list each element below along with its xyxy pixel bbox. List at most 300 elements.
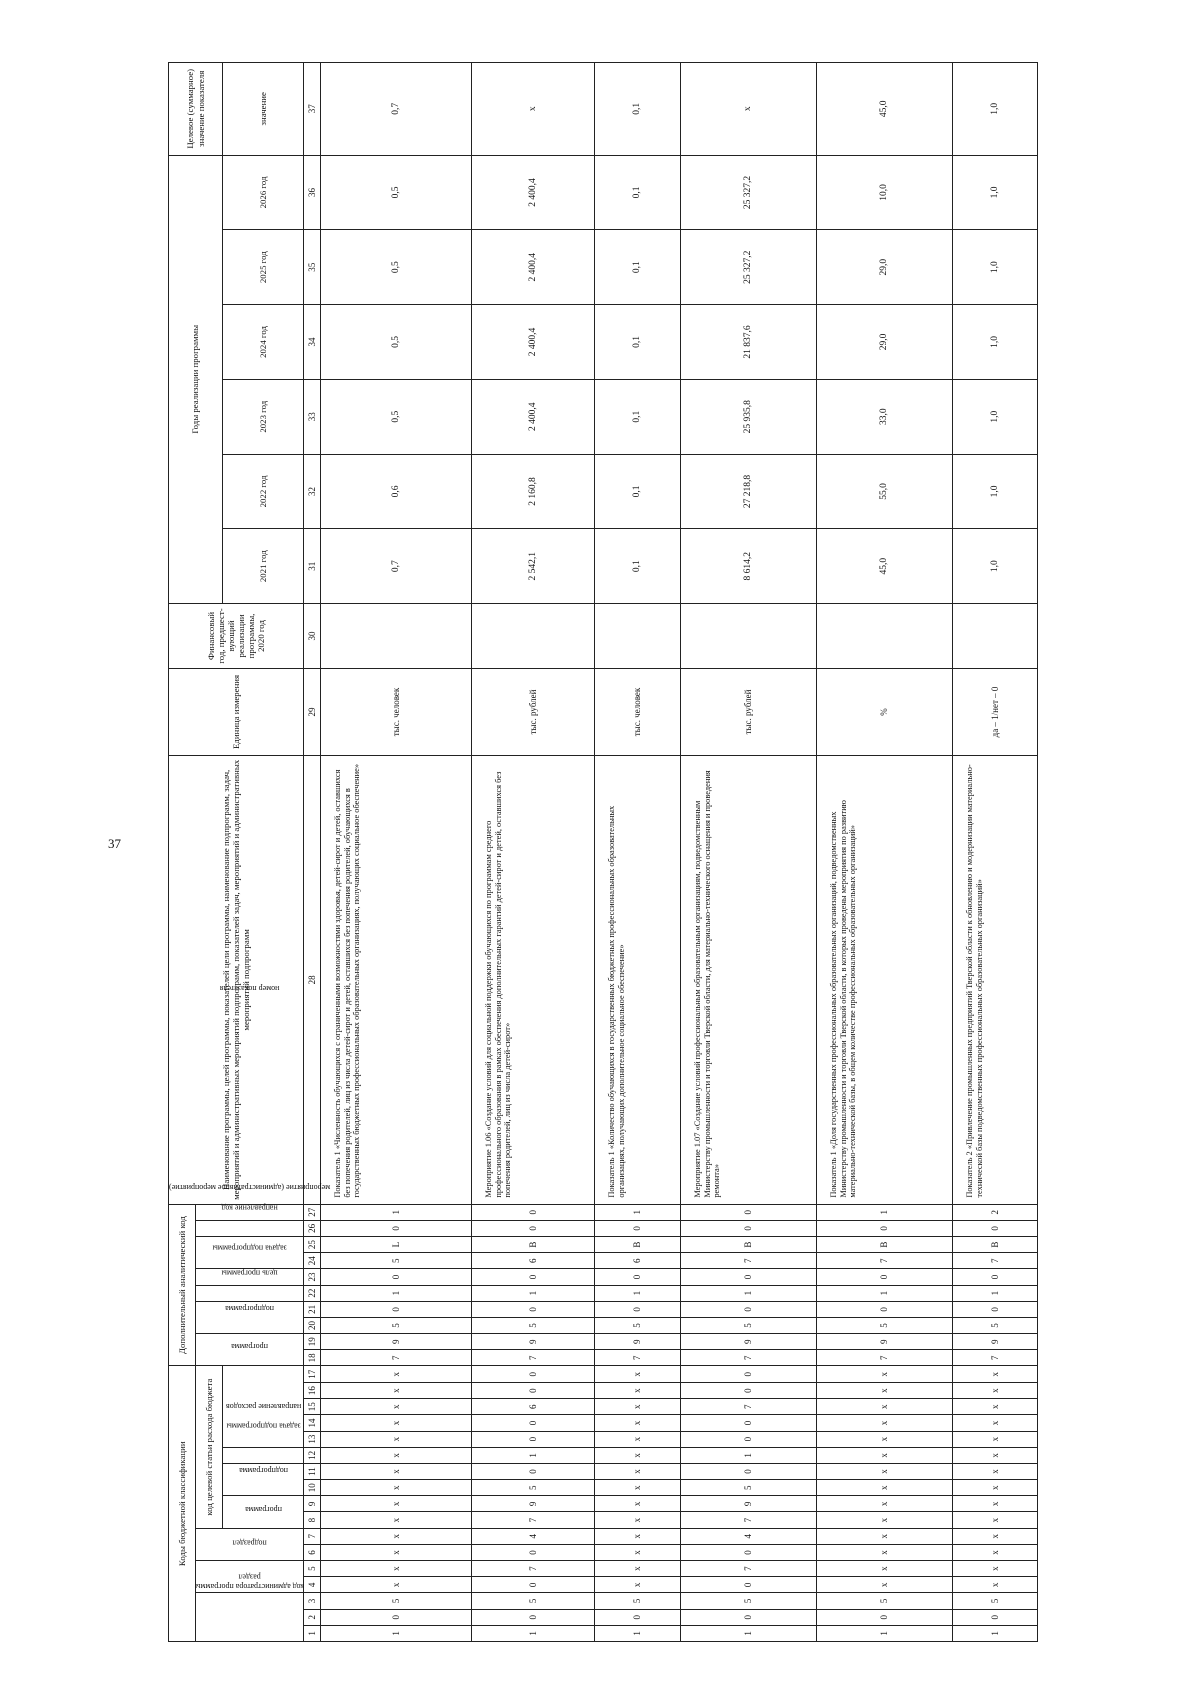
code-cell: 7 [681,1253,817,1269]
code-cell: 0 [321,1220,472,1236]
d-tsel-header-text: цель программы [221,1268,279,1278]
code-cell: 5 [681,1317,817,1333]
code-cell: x [953,1496,1038,1512]
d-napravl-header-text: направление код [221,1203,279,1213]
program-indicators-table [168,62,1038,1642]
code-cell: 7 [472,1512,595,1528]
row-fin-year [472,604,595,669]
podrazdel-header-text: подраздел [232,1538,268,1548]
year-value: 33,0 [817,379,953,454]
year-header-1: 2021 год [223,529,304,604]
row-name: Показатель 1 «Численность обучающихся с ограниченными возможностями здоровья, детей-сирот и детей, оставшихся без попечения родителей, лиц из числа детей-сирот и детей, оставшихся без попечения родителей, обучающихся в государственных бюджетных профессиональных образовательных организациях, получающих социальное обеспечение» [321,756,472,1205]
programma-header [223,1496,304,1528]
code-cell: x [321,1512,472,1528]
column-number: 34 [304,305,321,380]
year-value: 1,0 [953,230,1038,305]
code-cell: 5 [321,1253,472,1269]
table-row [953,63,1038,1642]
code-cell: x [595,1399,681,1415]
code-cell: x [817,1399,953,1415]
column-number: 3 [304,1593,321,1609]
year-value: 0,5 [321,305,472,380]
code-cell: В [681,1237,817,1253]
code-cell: 5 [817,1593,953,1609]
code-cell: 0 [681,1544,817,1560]
code-cell: 1 [595,1285,681,1301]
row-target: 45,0 [817,63,953,156]
code-cell: x [817,1463,953,1479]
year-value: 1,0 [953,379,1038,454]
column-number: 18 [304,1350,321,1366]
code-cell: 0 [472,1415,595,1431]
code-cell: 0 [681,1415,817,1431]
admin-code-header [195,1582,305,1642]
code-cell: x [321,1496,472,1512]
code-cell: 7 [953,1350,1038,1366]
column-number: 25 [304,1237,321,1253]
code-cell: 9 [681,1496,817,1512]
year-value: 2 400,4 [472,155,595,230]
code-cell: 0 [321,1609,472,1625]
code-cell: x [321,1577,472,1593]
code-cell: 0 [681,1301,817,1317]
code-cell: x [595,1431,681,1447]
code-cell: 5 [953,1317,1038,1333]
code-cell: 4 [681,1528,817,1544]
code-cell: 0 [681,1609,817,1625]
row-fin-year [321,604,472,669]
year-value: 2 160,8 [472,454,595,529]
code-cell: 7 [953,1253,1038,1269]
code-cell: 1 [953,1625,1038,1641]
target-sub-header: значение [223,63,304,156]
code-cell: В [817,1237,953,1253]
code-cell: 0 [321,1301,472,1317]
code-cell: 7 [472,1561,595,1577]
code-cell: x [817,1447,953,1463]
year-value: 8 614,2 [681,529,817,604]
code-cell: В [953,1237,1038,1253]
code-cell: 0 [472,1383,595,1399]
year-value: 29,0 [817,305,953,380]
row-unit: % [817,668,953,755]
code-cell: x [817,1431,953,1447]
code-cell: В [472,1237,595,1253]
code-cell: 0 [321,1269,472,1285]
code-cell: 0 [817,1220,953,1236]
code-cell: 9 [472,1334,595,1350]
code-cell: x [321,1399,472,1415]
code-cell: 0 [953,1220,1038,1236]
year-value: 25 327,2 [681,155,817,230]
dop-code-group-header: Дополнительный аналитический код [169,1204,196,1366]
programma-header-text: программа [245,1504,282,1514]
code-cell: 7 [681,1512,817,1528]
napravlenie-rashodov-header [223,1366,304,1447]
column-number: 7 [304,1528,321,1544]
code-cell: x [817,1528,953,1544]
code-cell: 1 [321,1625,472,1641]
row-unit: тыс. рублей [681,668,817,755]
podrazdel-header [196,1528,304,1560]
code-cell: 0 [681,1463,817,1479]
d-meropr-header-text: мероприятие (административное мероприятие) [169,1183,331,1193]
code-cell: x [953,1399,1038,1415]
year-value: 21 837,6 [681,305,817,380]
year-value: 29,0 [817,230,953,305]
year-value: 1,0 [953,529,1038,604]
year-value: 0,5 [321,379,472,454]
code-cell: 0 [472,1366,595,1383]
code-cell: 0 [681,1204,817,1220]
year-value: 1,0 [953,454,1038,529]
column-number: 32 [304,454,321,529]
d-tsel-header [196,1268,304,1301]
code-cell: x [321,1431,472,1447]
year-header-5: 2025 год [223,230,304,305]
row-fin-year [595,604,681,669]
code-cell: 0 [595,1301,681,1317]
year-value: 45,0 [817,529,953,604]
d-programma-header [196,1334,304,1366]
row-fin-year [817,604,953,669]
code-cell: 0 [472,1609,595,1625]
column-number: 19 [304,1334,321,1350]
code-cell: x [321,1447,472,1463]
code-cell: 1 [681,1625,817,1641]
column-number: 9 [304,1496,321,1512]
code-cell: 9 [953,1334,1038,1350]
code-cell: 5 [595,1593,681,1609]
code-cell: x [953,1431,1038,1447]
code-cell: 7 [681,1399,817,1415]
code-cell: 0 [595,1220,681,1236]
code-cell: x [321,1415,472,1431]
column-number: 15 [304,1399,321,1415]
code-cell: x [817,1415,953,1431]
code-cell: 0 [472,1577,595,1593]
year-value: 0,1 [595,155,681,230]
row-target: 1,0 [953,63,1038,156]
year-value: 0,5 [321,155,472,230]
code-cell: L [321,1237,472,1253]
code-cell: x [953,1561,1038,1577]
column-number: 21 [304,1301,321,1317]
fin-year-header: Финансовый год, предшест-вующий реализации программы, 2020 год [169,604,304,669]
table-row [681,63,817,1642]
code-cell: 0 [472,1463,595,1479]
year-value: 25 327,2 [681,230,817,305]
code-cell: 7 [321,1350,472,1366]
code-cell: 1 [321,1204,472,1220]
column-number: 22 [304,1285,321,1301]
column-number: 17 [304,1366,321,1383]
header-row-1 [169,63,196,1642]
code-cell: x [953,1383,1038,1399]
code-cell: 7 [595,1350,681,1366]
code-cell: 2 [953,1204,1038,1220]
code-cell: 7 [472,1350,595,1366]
column-number: 24 [304,1253,321,1269]
column-number: 16 [304,1383,321,1399]
code-cell: x [595,1512,681,1528]
zadacha-podprogrammy-header-text: задача подпрограммы [226,1421,301,1431]
code-cell: x [817,1480,953,1496]
table-row [595,63,681,1642]
row-fin-year [681,604,817,669]
code-cell: x [817,1544,953,1560]
d-napravl-header [196,1203,304,1236]
row-name: Мероприятие 1.06 «Создание условий для социальной поддержки обучающихся по программам среднего профессионального образования в рамках обеспечения дополнительных гарантий детей-сирот и детей, оставшихся без попечения родителей, лиц из числа детей-сирот» [472,756,595,1205]
code-cell: 0 [681,1220,817,1236]
code-cell: x [817,1366,953,1383]
code-cell: 7 [817,1350,953,1366]
code-cell: В [595,1237,681,1253]
column-number: 10 [304,1480,321,1496]
code-cell: x [953,1544,1038,1560]
code-cell: x [595,1561,681,1577]
column-number: 6 [304,1544,321,1560]
year-header-2: 2022 год [223,454,304,529]
year-value: 0,6 [321,454,472,529]
column-number: 4 [304,1577,321,1593]
code-cell: x [817,1496,953,1512]
code-cell: 9 [817,1334,953,1350]
column-numbers-row [304,63,321,1642]
column-number: 1 [304,1625,321,1641]
year-header-6: 2026 год [223,155,304,230]
code-cell: 0 [681,1366,817,1383]
d-zadacha-header-text: задача подпрограммы [212,1242,288,1252]
code-cell: 9 [595,1334,681,1350]
podprogramma-header-text: подпрограмма [239,1466,288,1476]
column-number: 14 [304,1415,321,1431]
row-unit: да – 1/нет – 0 [953,668,1038,755]
year-value: 0,1 [595,454,681,529]
unit-header: Единица измерения [169,668,304,755]
code-cell: 5 [681,1480,817,1496]
razdel-header-text: раздел [238,1572,262,1582]
code-cell: 0 [472,1220,595,1236]
year-value: 2 400,4 [472,230,595,305]
year-value: 2 542,1 [472,529,595,604]
code-cell: 9 [681,1334,817,1350]
year-value: 2 400,4 [472,379,595,454]
column-number: 37 [304,63,321,156]
napravlenie-rashodov-header-text: направление расходов [225,1402,302,1412]
code-cell: 6 [595,1253,681,1269]
code-cell: 0 [953,1269,1038,1285]
d-podprogramma-header [196,1301,304,1333]
code-cell: x [321,1544,472,1560]
code-cell: 1 [472,1625,595,1641]
code-cell: x [953,1415,1038,1431]
code-cell: x [321,1561,472,1577]
code-cell: x [953,1577,1038,1593]
code-cell: 1 [681,1285,817,1301]
code-cell: x [595,1480,681,1496]
code-cell: 0 [681,1577,817,1593]
code-cell: x [595,1544,681,1560]
column-number: 36 [304,155,321,230]
column-number: 35 [304,230,321,305]
year-value: 1,0 [953,155,1038,230]
code-cell: x [595,1415,681,1431]
code-cell: 5 [321,1593,472,1609]
code-cell: 0 [817,1609,953,1625]
podprogramma-header [223,1463,304,1495]
row-target: х [472,63,595,156]
code-cell: 5 [472,1593,595,1609]
column-number: 13 [304,1431,321,1447]
row-unit: тыс. человек [321,668,472,755]
code-cell: x [321,1528,472,1544]
row-target: 0,7 [321,63,472,156]
code-cell: x [953,1463,1038,1479]
code-cell: 5 [681,1593,817,1609]
code-cell: 0 [953,1609,1038,1625]
row-name: Показатель 1 «Количество обучающихся в государственных бюджетных профессиональных образовательных организациях, получающих дополнительное социальное обеспечение» [595,756,681,1205]
code-cell: 7 [817,1253,953,1269]
code-cell: x [321,1383,472,1399]
page-number: 37 [108,836,121,851]
column-number: 5 [304,1561,321,1577]
code-cell: x [595,1463,681,1479]
year-value: 0,1 [595,305,681,380]
code-cell: 0 [472,1204,595,1220]
code-cell: x [321,1463,472,1479]
column-number: 27 [304,1204,321,1220]
year-value: 0,1 [595,379,681,454]
year-value: 27 218,8 [681,454,817,529]
code-cell: 9 [321,1334,472,1350]
row-fin-year [953,604,1038,669]
code-cell: x [817,1383,953,1399]
code-cell: 1 [472,1447,595,1463]
table-row [817,63,953,1642]
code-cell: 0 [472,1301,595,1317]
code-cell: 5 [953,1593,1038,1609]
code-cell: 0 [817,1301,953,1317]
code-cell: 1 [472,1285,595,1301]
row-target: х [681,63,817,156]
column-number: 33 [304,379,321,454]
column-number: 23 [304,1269,321,1285]
year-value: 0,1 [595,529,681,604]
code-cell: x [953,1512,1038,1528]
d-nomer-header-text: номер показателя [220,983,280,993]
year-value: 10,0 [817,155,953,230]
code-cell: 0 [595,1269,681,1285]
code-cell: x [817,1512,953,1528]
code-cell: 1 [953,1285,1038,1301]
column-number: 8 [304,1512,321,1528]
code-cell: x [595,1366,681,1383]
code-cell: x [953,1528,1038,1544]
year-value: 25 935,8 [681,379,817,454]
column-number: 12 [304,1447,321,1463]
code-cell: x [817,1577,953,1593]
table-row [472,63,595,1642]
code-cell: x [595,1577,681,1593]
code-cell: 0 [472,1431,595,1447]
d-nomer-header [196,756,304,1221]
code-cell: 1 [817,1285,953,1301]
column-number: 20 [304,1317,321,1333]
code-cell: x [595,1528,681,1544]
code-cell: x [953,1480,1038,1496]
code-cell: x [321,1366,472,1383]
code-cell: 5 [472,1480,595,1496]
column-number: 26 [304,1220,321,1236]
code-cell: 1 [595,1204,681,1220]
column-number: 2 [304,1609,321,1625]
code-cell: x [953,1366,1038,1383]
d-programma-header-text: программа [231,1342,269,1352]
column-number: 30 [304,604,321,669]
code-cell: 0 [472,1269,595,1285]
code-cell: 0 [681,1383,817,1399]
code-cell: x [595,1383,681,1399]
code-cell: x [817,1561,953,1577]
code-cell: 1 [321,1285,472,1301]
column-number: 28 [304,756,321,1205]
code-cell: 7 [681,1350,817,1366]
d-podprogramma-header-text: подпрограмма [225,1304,275,1314]
code-cell: 0 [472,1544,595,1560]
code-cell: 7 [681,1561,817,1577]
kbk-group-header: Коды бюджетной классификации [169,1366,196,1642]
code-cell: 1 [595,1625,681,1641]
zadacha-podprogrammy-header [223,1421,304,1463]
year-value: 0,5 [321,230,472,305]
code-cell: 0 [595,1609,681,1625]
tsel-statya-header: код целевой статьи расхода бюджета [196,1366,223,1528]
code-cell: 9 [472,1496,595,1512]
code-cell: 1 [817,1204,953,1220]
years-group-header: Годы реализации программы [169,155,223,604]
admin-code-header-text: код администратора программы [195,1582,305,1592]
column-number: 29 [304,668,321,755]
row-unit: тыс. рублей [472,668,595,755]
table-row [321,63,472,1642]
year-value: 0,7 [321,529,472,604]
year-value: 1,0 [953,305,1038,380]
column-number: 31 [304,529,321,604]
code-cell: 0 [953,1301,1038,1317]
code-cell: 5 [817,1317,953,1333]
code-cell: x [321,1480,472,1496]
year-value: 55,0 [817,454,953,529]
row-name: Показатель 2 «Привлечение промышленных предприятий Тверской области к обновлению и модернизации материально-технической базы подведомственных профессиональных образовательных организаций» [953,756,1038,1205]
code-cell: 0 [681,1269,817,1285]
code-cell: 6 [472,1253,595,1269]
code-cell: 5 [472,1317,595,1333]
row-unit: тыс. человек [595,668,681,755]
code-cell: 0 [817,1269,953,1285]
code-cell: x [595,1447,681,1463]
year-value: 2 400,4 [472,305,595,380]
row-name: Мероприятие 1.07 «Создание условий профессиональным образовательным организациям, подведомственным Министерству промышленности и торговли Тверской области, для материально-технического оснащения и проведения ремонта» [681,756,817,1205]
row-name: Показатель 1 «Доля государственных профессиональных образовательных организаций, подведомственных Министерству промышленности и торговли Тверской области, в которых проведены мероприятия по развитию материально-технической базы, в общем количестве профессиональных образовательных организаций» [817,756,953,1205]
code-cell: 5 [595,1317,681,1333]
code-cell: x [595,1496,681,1512]
row-target: 0,1 [595,63,681,156]
year-header-4: 2024 год [223,305,304,380]
code-cell: 6 [472,1399,595,1415]
code-cell: 0 [681,1431,817,1447]
column-number: 11 [304,1463,321,1479]
